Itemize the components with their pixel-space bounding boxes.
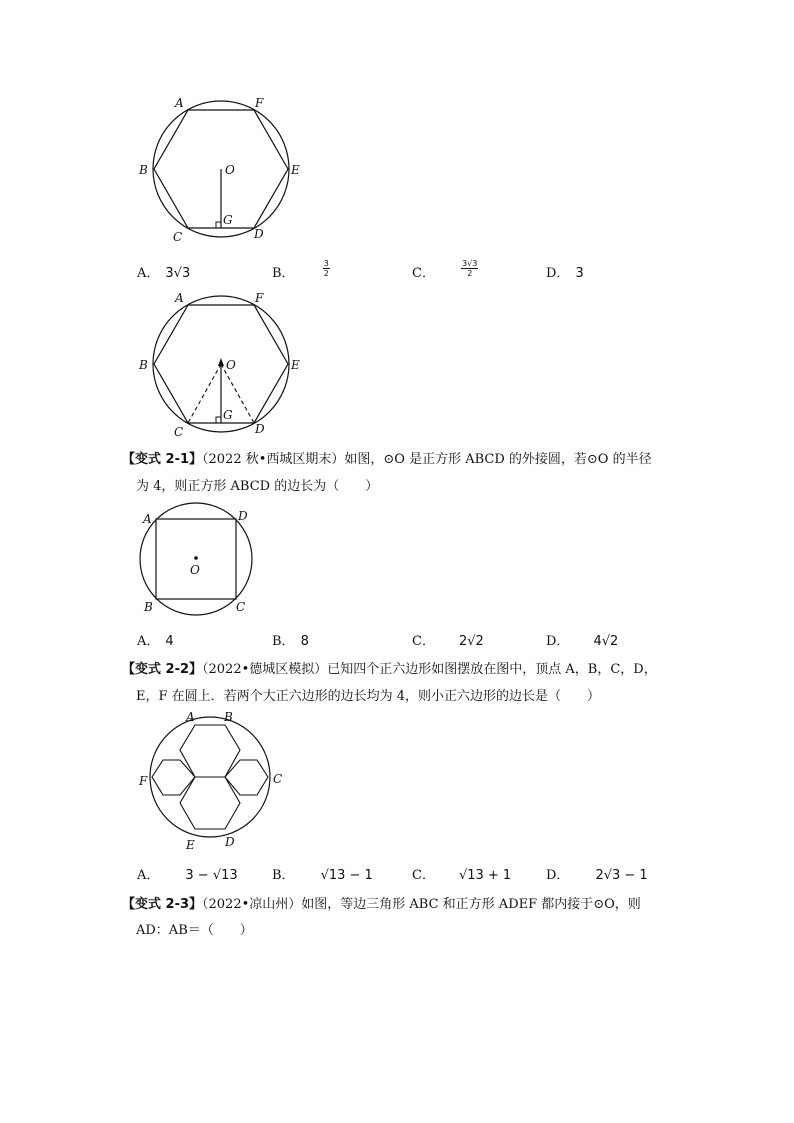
label-A: A xyxy=(175,96,184,110)
q21-option-a[interactable]: A． 4 xyxy=(137,634,174,649)
q21-text2: 为 4，则正方形 ABCD 的边长为（ ） xyxy=(136,479,379,494)
label-D: D xyxy=(255,422,265,436)
q21-text1: 如图，⊙O 是正方形 ABCD 的外接圆，若⊙O 的半径 xyxy=(344,452,652,467)
label-A: A xyxy=(175,291,184,305)
label-D: D xyxy=(225,835,235,849)
q23-text1: 如图，等边三角形 ABC 和正方形 ADEF 都内接于⊙O，则 xyxy=(301,897,641,912)
q21-option-b[interactable]: B． 8 xyxy=(272,634,309,649)
q22-option-d[interactable]: D． 2√3 − 1 xyxy=(546,868,648,883)
label-F: F xyxy=(255,291,264,305)
option-b-fraction: $\frac{3}{2}$ xyxy=(323,259,329,278)
q21-option-c[interactable]: C． 2√2 xyxy=(412,634,484,649)
q21-option-d[interactable]: D． 4√2 xyxy=(546,634,619,649)
label-B: B xyxy=(139,358,148,372)
label-F: F xyxy=(139,774,148,788)
label-D: D xyxy=(254,227,264,241)
label-G: G xyxy=(223,408,233,422)
q21-tag: 【变式 2-1】 xyxy=(122,452,203,467)
q22-text1: 已知四个正六边形如图摆放在图中，顶点 A，B，C，D， xyxy=(327,662,657,677)
hexagon-large-top xyxy=(180,725,240,777)
label-B: B xyxy=(224,710,233,724)
label-F: F xyxy=(255,96,264,110)
option-c-fraction: $\frac{3√3}{2}$ xyxy=(462,259,478,278)
q22-option-a[interactable]: A． 3 − √13 xyxy=(137,868,238,883)
option-d[interactable]: D． 3 xyxy=(546,266,584,281)
label-C: C xyxy=(236,600,246,614)
label-E: E xyxy=(186,838,195,852)
label-O: O xyxy=(225,163,235,177)
label-O: O xyxy=(226,358,236,372)
label-D: D xyxy=(238,509,248,523)
q23-line1 xyxy=(122,893,641,912)
option-a[interactable]: A． 3√3 xyxy=(137,266,191,281)
label-C: C xyxy=(273,772,283,786)
label-E: E xyxy=(291,358,300,372)
label-C: C xyxy=(174,425,184,439)
option-b[interactable]: B． $\frac{3}{2}$ xyxy=(272,259,329,281)
q22-tag: 【变式 2-2】 xyxy=(122,662,203,677)
q23-line2 xyxy=(136,919,253,938)
label-B: B xyxy=(144,600,153,614)
q22-option-c[interactable]: C． √13 + 1 xyxy=(412,868,512,883)
q23-tag: 【变式 2-3】 xyxy=(122,897,203,912)
label-A: A xyxy=(186,710,195,724)
label-E: E xyxy=(291,163,300,177)
q23-source: （2022•凉山州） xyxy=(202,897,302,912)
q22-source: （2022•德城区模拟） xyxy=(202,662,328,677)
option-a-value: 3√3 xyxy=(165,266,191,281)
label-O: O xyxy=(190,563,200,577)
label-G: G xyxy=(223,213,233,227)
q22-option-b[interactable]: B． √13 − 1 xyxy=(272,868,373,883)
q22-text2: E，F 在圆上．若两个大正六边形的边长均为 4，则小正六边形的边长是（ ） xyxy=(136,689,601,704)
label-C: C xyxy=(173,230,183,244)
q23-text2: AD：AB＝（ ） xyxy=(136,923,253,938)
label-A: A xyxy=(143,512,152,526)
option-c[interactable]: C． $\frac{3√3}{2}$ xyxy=(412,259,478,281)
q21-source: （2022 秋•西城区期末） xyxy=(202,452,345,467)
label-B: B xyxy=(139,163,148,177)
